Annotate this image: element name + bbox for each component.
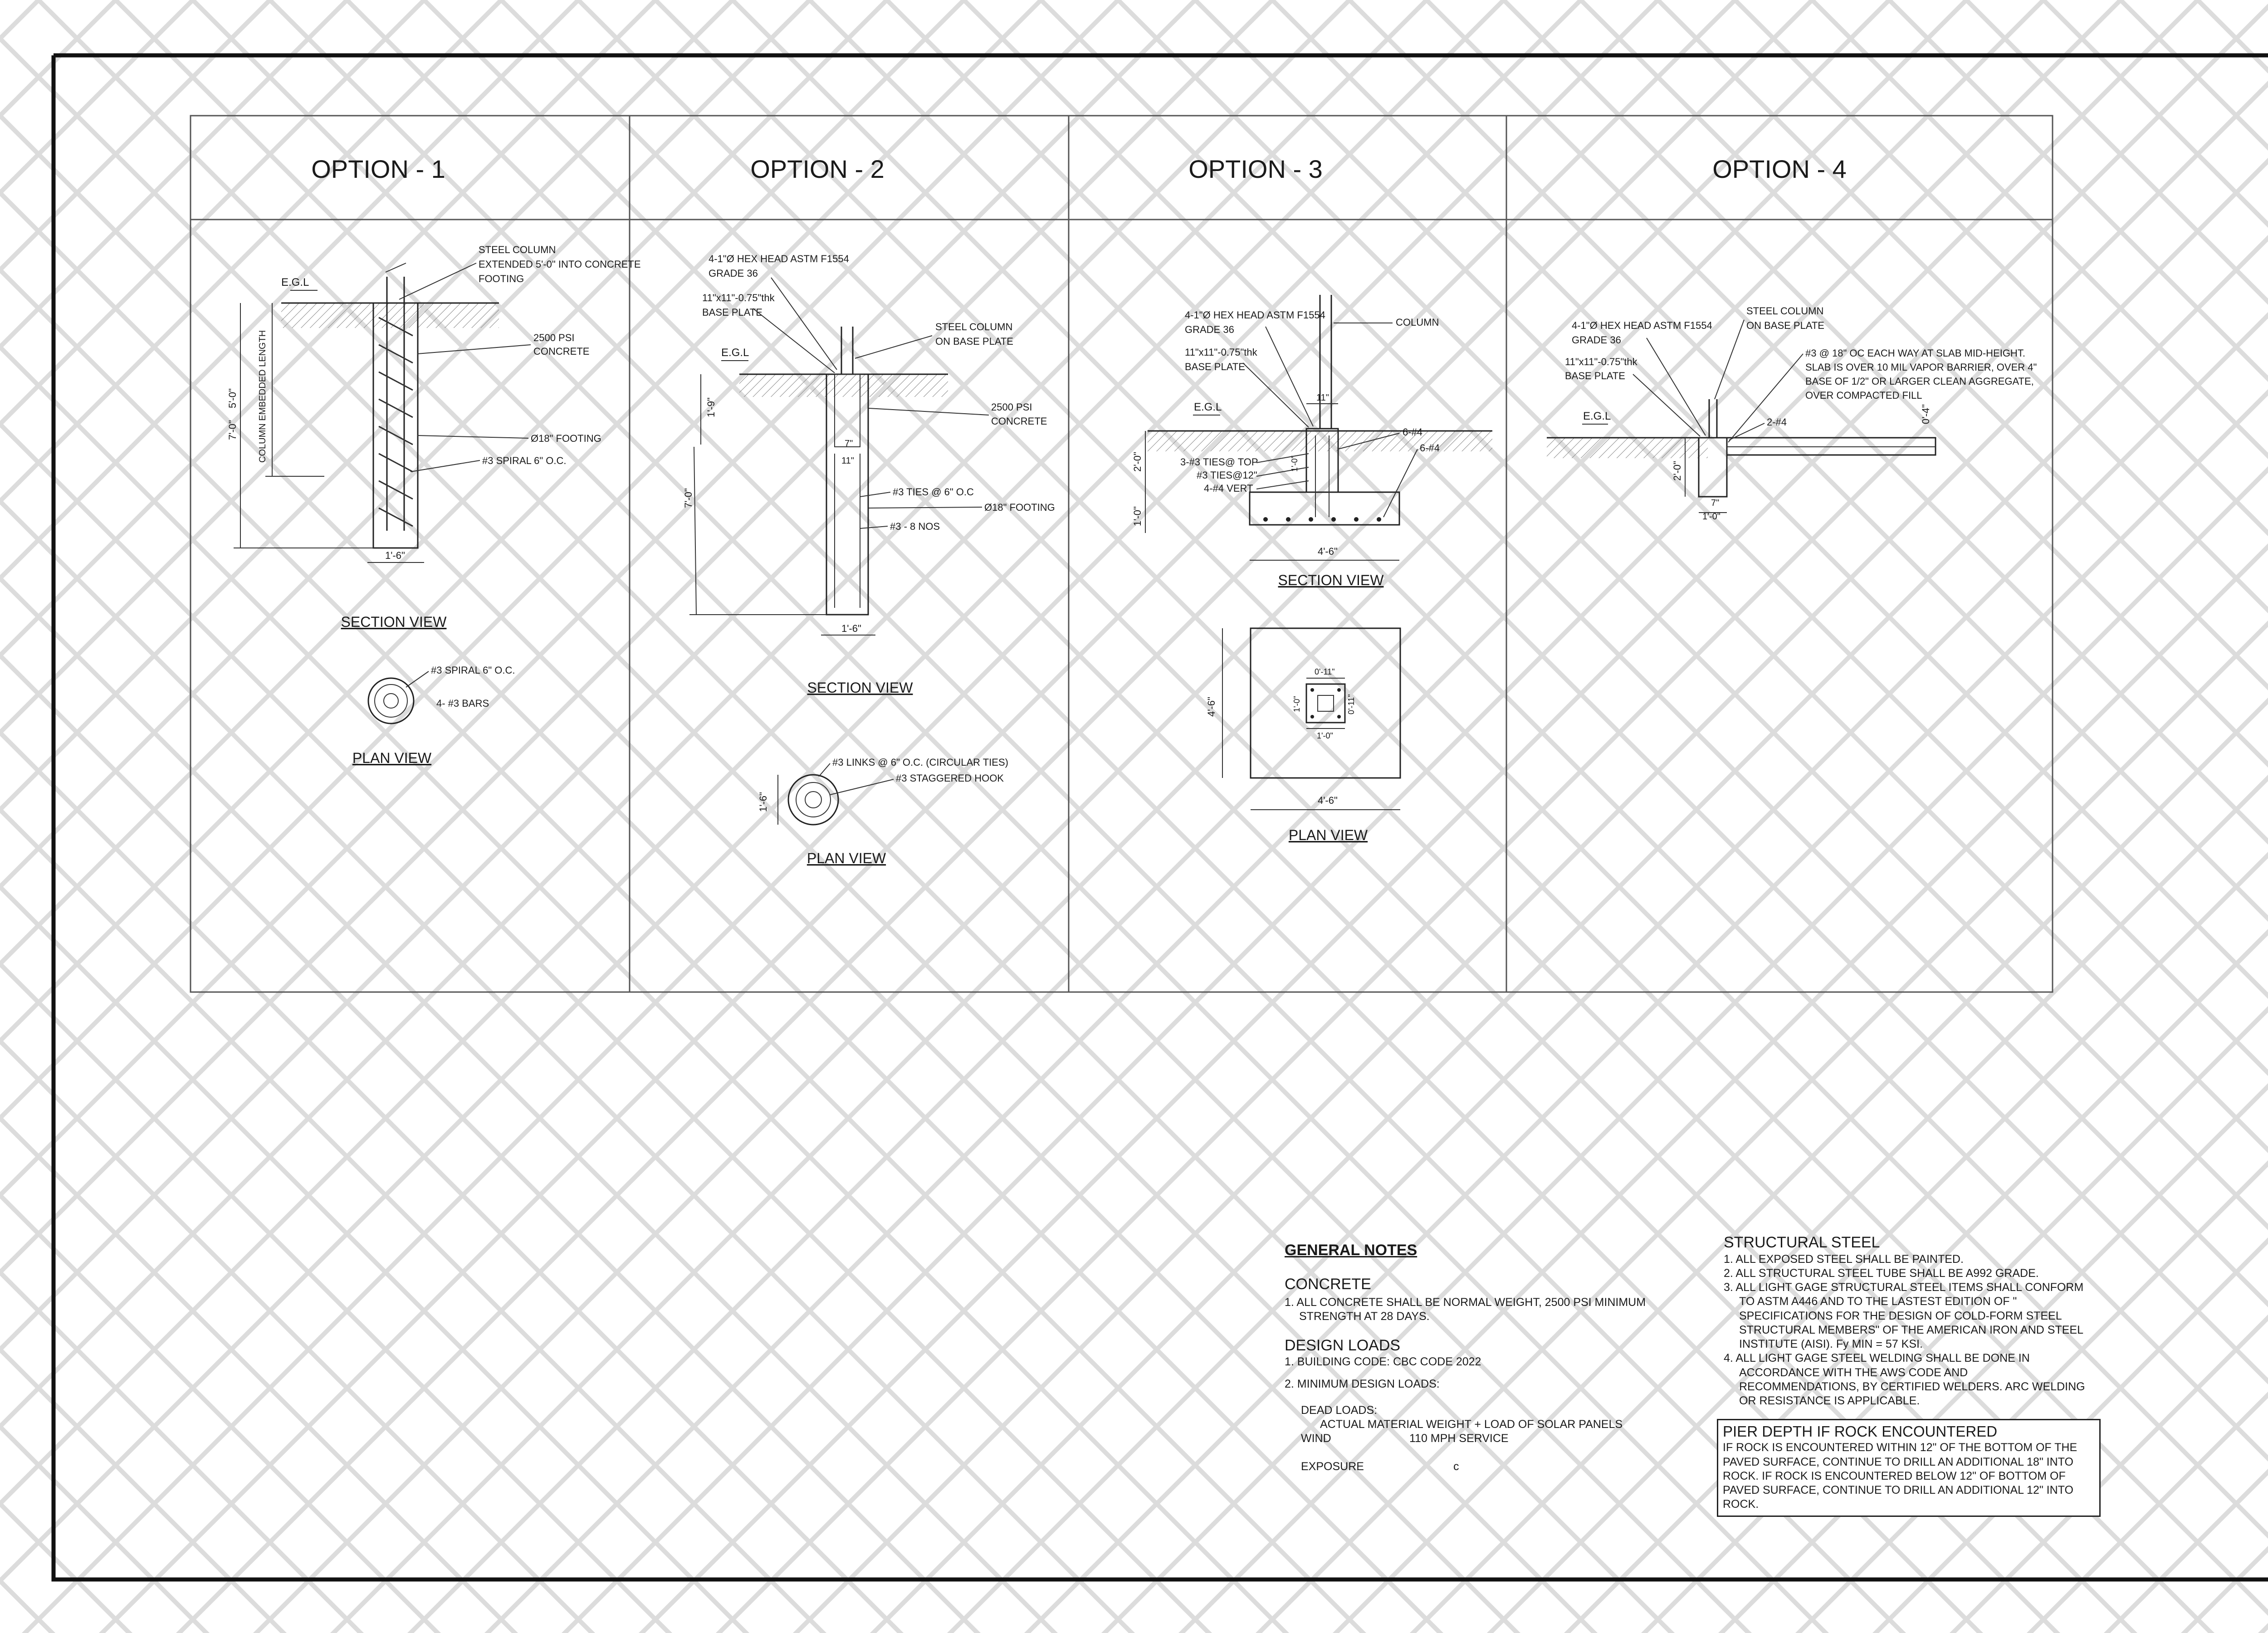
base-plate-label-1: 11"x11"-0.75"thk [1565, 356, 1637, 367]
option-1-title: OPTION - 1 [311, 155, 445, 183]
dim-width: 1'-6" [841, 623, 861, 634]
dim-slab: 0'-4" [1920, 404, 1931, 424]
spiral-label: #3 SPIRAL 6" O.C. [482, 455, 567, 466]
steel-line-3: 3. ALL LIGHT GAGE STRUCTURAL STEEL ITEMS SHALL CONFORM [1724, 1281, 2084, 1294]
concrete-line-1: 1. ALL CONCRETE SHALL BE NORMAL WEIGHT, 2500 PSI MINIMUM [1285, 1296, 1646, 1309]
egl-label: E.G.L [1583, 410, 1611, 422]
wind-value: 110 MPH SERVICE [1409, 1432, 1509, 1445]
dim-2-0: 2'-0" [1132, 452, 1143, 472]
steel-column-label-2: EXTENDED 5'-0" INTO CONCRETE [479, 259, 641, 270]
plan-dim: 1'-6" [758, 792, 769, 812]
section-view-label: SECTION VIEW [1278, 572, 1384, 588]
dim-11: 11" [1316, 393, 1329, 403]
structural-steel-notes [1724, 1233, 2114, 1408]
concrete-label-2: CONCRETE [991, 416, 1047, 427]
dim-1-0: 1'-0" [1132, 506, 1143, 526]
steel-column-label-2: ON BASE PLATE [935, 336, 1013, 347]
pier-line-5: ROCK. [1723, 1498, 1759, 1511]
concrete-label-1: 2500 PSI [533, 332, 575, 343]
plan-view-label: PLAN VIEW [1288, 827, 1368, 843]
option-2-title: OPTION - 2 [750, 155, 885, 183]
dim-total: 7'-0" [227, 420, 238, 440]
dim-width: 4'-6" [1318, 546, 1338, 557]
pier-line-1: IF ROCK IS ENCOUNTERED WITHIN 12" OF THE BOTTOM OF THE [1723, 1441, 2077, 1454]
steel-column-label-1: STEEL COLUMN [479, 244, 556, 255]
egl-label: E.G.L [1194, 401, 1222, 413]
bars-bot: 6-#4 [1420, 442, 1440, 454]
concrete-title: CONCRETE [1285, 1275, 1371, 1293]
pier-line-2: PAVED SURFACE, CONTINUE TO DRILL AN ADDITIONAL 18" INTO [1723, 1455, 2073, 1468]
ties-label: #3 TIES @ 6" O.C [893, 486, 974, 498]
plan-dim-bottom: 1'-0" [1317, 731, 1333, 740]
slab-note-1: #3 @ 18" OC EACH WAY AT SLAB MID-HEIGHT. [1805, 347, 2025, 359]
plan-spiral-label: #3 SPIRAL 6" O.C. [431, 665, 515, 676]
dim-top: 1'-9" [705, 397, 717, 417]
hex-head-label-1: 4-1"Ø HEX HEAD ASTM F1554 [709, 253, 849, 264]
steel-line-5: SPECIFICATIONS FOR THE DESIGN OF COLD-FORM STEEL [1739, 1309, 2062, 1322]
hook-label: #3 STAGGERED HOOK [896, 772, 1004, 784]
footing-label: Ø18" FOOTING [531, 433, 601, 444]
base-plate-label-2: BASE PLATE [1185, 361, 1245, 372]
vert-label: 4-#4 VERT [1204, 483, 1253, 494]
dim-2-0: 2'-0" [1672, 461, 1683, 481]
ties-12-label: #3 TIES@12" [1197, 469, 1257, 481]
pier-line-4: PAVED SURFACE, CONTINUE TO DRILL AN ADDITIONAL 12" INTO [1723, 1484, 2073, 1496]
pier-depth-title: PIER DEPTH IF ROCK ENCOUNTERED [1723, 1423, 1998, 1440]
bars-label: #3 - 8 NOS [890, 521, 940, 532]
steel-line-7: INSTITUTE (AISI). Fy MIN = 57 KSI. [1739, 1338, 1923, 1350]
steel-line-4: TO ASTM A446 AND TO THE LASTEST EDITION OF " [1739, 1295, 2017, 1308]
base-plate-label-1: 11"x11"-0.75"thk [1185, 347, 1257, 358]
plan-view-label: PLAN VIEW [352, 750, 432, 766]
steel-column-label-1: STEEL COLUMN [935, 321, 1013, 332]
concrete-line-2: STRENGTH AT 28 DAYS. [1299, 1310, 1430, 1323]
steel-line-6: STRUCTURAL MEMBERS" OF THE AMERICAN IRON AND STEEL [1739, 1323, 2083, 1336]
dim-7: 7" [1711, 498, 1720, 508]
dead-loads-label: DEAD LOADS: [1301, 1403, 1378, 1417]
option-3-title: OPTION - 3 [1188, 155, 1323, 183]
dim-width: 1'-6" [385, 550, 405, 561]
concrete-label-1: 2500 PSI [991, 401, 1032, 413]
hex-head-label-1: 4-1"Ø HEX HEAD ASTM F1554 [1185, 309, 1325, 321]
dead-loads-value: ACTUAL MATERIAL WEIGHT + LOAD OF SOLAR PANELS [1320, 1418, 1623, 1431]
exposure-value: c [1453, 1460, 1459, 1473]
footing-label: Ø18" FOOTING [984, 502, 1055, 513]
structural-steel-title: STRUCTURAL STEEL [1724, 1234, 1880, 1251]
slab-note-4: OVER COMPACTED FILL [1805, 390, 1922, 401]
dim-total: 7'-0" [683, 488, 694, 508]
section-view-label: SECTION VIEW [341, 614, 447, 630]
plan-dim-side: 4'-6" [1206, 697, 1217, 717]
loads-line-1: 1. BUILDING CODE: CBC CODE 2022 [1285, 1355, 1481, 1368]
steel-column-label-1: STEEL COLUMN [1746, 305, 1824, 317]
bars-top: 6-#4 [1403, 426, 1423, 438]
egl-label: E.G.L [721, 347, 749, 359]
plan-dim-right: 0'-11" [1347, 694, 1356, 714]
hex-head-label-2: GRADE 36 [709, 268, 758, 279]
base-plate-label-1: 11"x11"-0.75"thk [702, 292, 775, 303]
steel-line-2: 2. ALL STRUCTURAL STEEL TUBE SHALL BE A992 GRADE. [1724, 1266, 2039, 1280]
steel-line-11: OR RESISTANCE IS APPLICABLE. [1739, 1394, 1920, 1407]
embed-length-label: COLUMN EMBEDDED LENGTH [258, 330, 268, 463]
steel-line-10: RECOMMENDATIONS, BY CERTIFIED WELDERS. ARC WELDING [1739, 1380, 2085, 1393]
steel-column-label-2: ON BASE PLATE [1746, 320, 1824, 331]
design-loads-title: DESIGN LOADS [1285, 1336, 1401, 1354]
column-label: COLUMN [1396, 317, 1439, 328]
hex-head-label-1: 4-1"Ø HEX HEAD ASTM F1554 [1572, 320, 1712, 331]
plan-dim-width: 4'-6" [1318, 795, 1338, 806]
dim-11: 11" [841, 456, 854, 466]
steel-column-label-3: FOOTING [479, 273, 524, 284]
exposure-label: EXPOSURE [1301, 1460, 1364, 1473]
egl-label: E.G.L [281, 276, 309, 288]
dim-7: 7" [845, 439, 853, 449]
base-plate-label-2: BASE PLATE [1565, 370, 1625, 381]
concrete-label-2: CONCRETE [533, 346, 590, 357]
dim-embed: 5'-0" [227, 388, 238, 408]
bars-label: 2-#4 [1767, 416, 1787, 428]
loads-line-2: 2. MINIMUM DESIGN LOADS: [1285, 1378, 1440, 1391]
general-notes [1285, 1241, 1693, 1474]
steel-line-8: 4. ALL LIGHT GAGE STEEL WELDING SHALL BE DONE IN [1724, 1352, 2030, 1365]
hex-head-label-2: GRADE 36 [1185, 324, 1234, 335]
hex-head-label-2: GRADE 36 [1572, 334, 1621, 346]
section-view-label: SECTION VIEW [807, 680, 913, 696]
plan-bars-label: 4- #3 BARS [436, 698, 489, 709]
links-label: #3 LINKS @ 6" O.C. (CIRCULAR TIES) [832, 757, 1008, 768]
plan-dim-top: 0'-11" [1315, 667, 1335, 676]
slab-note-2: SLAB IS OVER 10 MIL VAPOR BARRIER, OVER 4" [1805, 362, 2037, 373]
option-4-title: OPTION - 4 [1712, 155, 1847, 183]
plan-dim-left: 1'-0" [1292, 696, 1301, 712]
pier-depth-box [1717, 1419, 2101, 1517]
steel-line-9: ACCORDANCE WITH THE AWS CODE AND [1739, 1366, 1968, 1379]
plan-view-label: PLAN VIEW [807, 850, 886, 866]
steel-line-1: 1. ALL EXPOSED STEEL SHALL BE PAINTED. [1724, 1252, 1964, 1266]
dim-1-0: 1'-0" [1702, 512, 1721, 522]
dim-small: 1'-0" [1290, 455, 1299, 472]
base-plate-label-2: BASE PLATE [702, 307, 763, 318]
ties-top-label: 3-#3 TIES@ TOP [1180, 456, 1258, 468]
wind-label: WIND [1301, 1432, 1331, 1445]
general-notes-heading: GENERAL NOTES [1285, 1242, 1418, 1259]
pier-line-3: ROCK. IF ROCK IS ENCOUNTERED BELOW 12" OF BOTTOM OF [1723, 1469, 2066, 1482]
slab-note-3: BASE OF 1/2" OR LARGER CLEAN AGGREGATE, [1805, 376, 2034, 387]
